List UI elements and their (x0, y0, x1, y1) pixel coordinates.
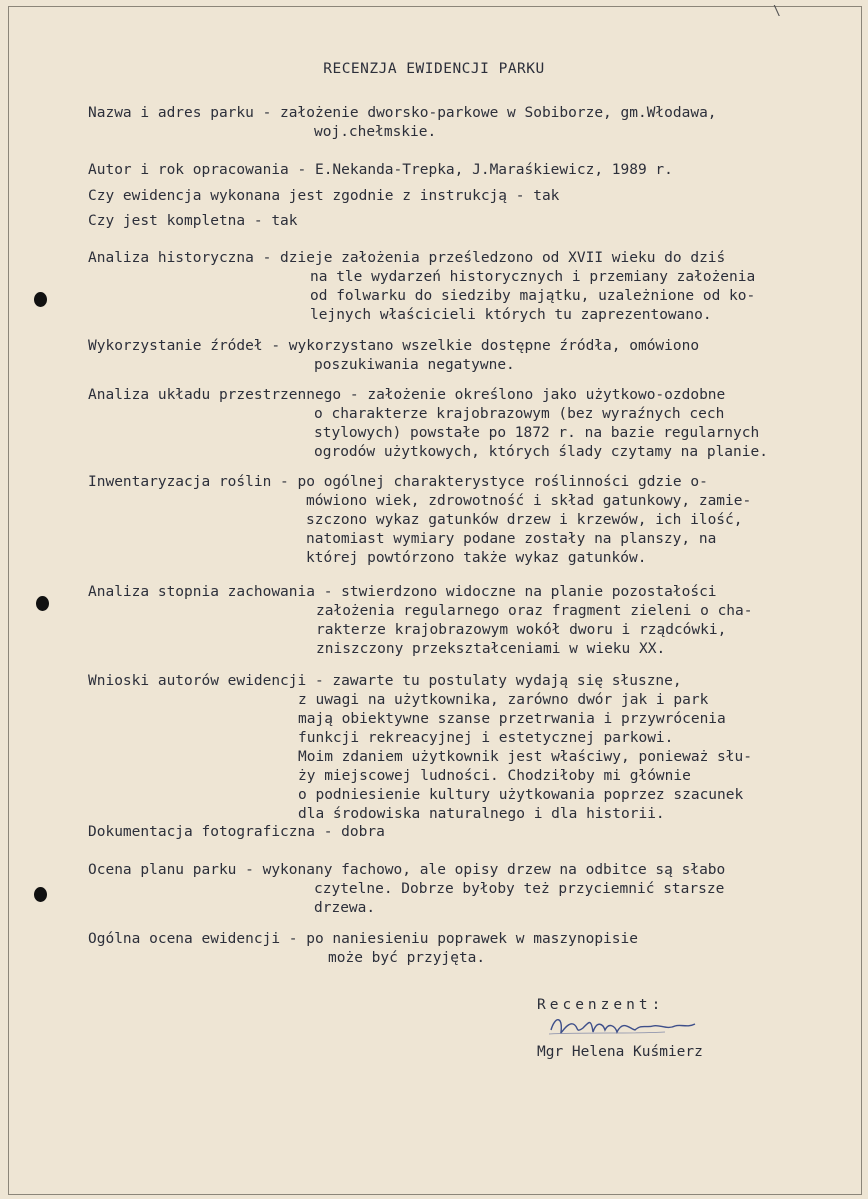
review-item (88, 187, 848, 206)
text-line: poszukiwania negatywne. (314, 357, 515, 373)
text-line: ogrodów użytkowych, których ślady czytamy na planie. (314, 444, 768, 460)
text-line: Ocena planu parku - wykonany fachowo, ale opisy drzew na odbitce są słabo (88, 862, 726, 878)
review-item (88, 386, 848, 462)
review-item (88, 861, 848, 918)
review-item (88, 583, 848, 659)
text-line: Czy ewidencja wykonana jest zgodnie z instrukcją - tak (88, 188, 560, 204)
reviewer-name: Mgr Helena Kuśmierz (537, 1044, 703, 1060)
text-line: Analiza stopnia zachowania - stwierdzono widoczne na planie pozostałości (88, 584, 717, 600)
review-item (88, 161, 848, 180)
text-line: może być przyjęta. (328, 950, 486, 966)
text-line: Analiza układu przestrzennego - założenie określono jako użytkowo-ozdobne (88, 387, 726, 403)
review-item (88, 337, 848, 375)
text-line: dla środowiska naturalnego i dla historii. (298, 806, 665, 822)
text-line: zniszczony przekształceniami w wieku XX. (316, 641, 666, 657)
text-line: funkcji rekreacyjnej i estetycznej parkowi. (298, 730, 674, 746)
text-line: woj.chełmskie. (314, 124, 437, 140)
review-item (88, 672, 848, 824)
review-item (88, 823, 848, 842)
review-item (88, 249, 848, 325)
text-line: której powtórzono także wykaz gatunków. (306, 550, 647, 566)
review-item (88, 212, 848, 231)
text-line: Nazwa i adres parku - założenie dworsko-parkowe w Sobiborze, gm.Włodawa, (88, 105, 717, 121)
text-line: o podniesienie kultury użytkowania poprzez szacunek (298, 787, 744, 803)
punch-hole (34, 887, 47, 902)
reviewer-label: Recenzent: (537, 997, 665, 1013)
text-line: stylowych) powstałe po 1872 r. na bazie regularnych (314, 425, 760, 441)
text-line: z uwagi na użytkownika, zarówno dwór jak i park (298, 692, 709, 708)
text-line: Dokumentacja fotograficzna - dobra (88, 824, 385, 840)
text-line: od folwarku do siedziby majątku, uzależnione od ko- (310, 288, 756, 304)
text-line: o charakterze krajobrazowym (bez wyraźnych cech (314, 406, 725, 422)
text-line: założenia regularnego oraz fragment zieleni o cha- (316, 603, 753, 619)
text-line: Wnioski autorów ewidencji - zawarte tu postulaty wydają się słuszne, (88, 673, 682, 689)
text-line: rakterze krajobrazowym wokół dworu i rządcówki, (316, 622, 727, 638)
text-line: Inwentaryzacja roślin - po ogólnej charakterystyce roślinności gdzie o- (88, 474, 708, 490)
text-line: szczono wykaz gatunków drzew i krzewów, ich ilość, (306, 512, 743, 528)
text-line: Czy jest kompletna - tak (88, 213, 298, 229)
text-line: Autor i rok opracowania - E.Nekanda-Trepka, J.Maraśkiewicz, 1989 r. (88, 162, 673, 178)
text-line: mają obiektywne szanse przetrwania i przywrócenia (298, 711, 726, 727)
text-line: mówiono wiek, zdrowotność i skład gatunkowy, zamie- (306, 493, 752, 509)
text-line: Wykorzystanie źródeł - wykorzystano wszelkie dostępne źródła, omówiono (88, 338, 700, 354)
review-item (88, 930, 848, 968)
text-line: ży miejscowej ludności. Chodziłoby mi głównie (298, 768, 691, 784)
document-title: RECENZJA EWIDENCJI PARKU (323, 61, 545, 77)
text-line: na tle wydarzeń historycznych i przemiany założenia (310, 269, 756, 285)
punch-hole (34, 292, 47, 307)
text-line: natomiast wymiary podane zostały na planszy, na (306, 531, 717, 547)
punch-hole (36, 596, 49, 611)
text-line: drzewa. (314, 900, 376, 916)
text-line: Analiza historyczna - dzieje założenia prześledzono od XVII wieku do dziś (88, 250, 726, 266)
text-line: Moim zdaniem użytkownik jest właściwy, ponieważ słu- (298, 749, 752, 765)
text-line: Ogólna ocena ewidencji - po naniesieniu poprawek w maszynopisie (88, 931, 638, 947)
text-line: czytelne. Dobrze byłoby też przyciemnić starsze (314, 881, 725, 897)
text-line: lejnych właścicieli których tu zaprezentowano. (310, 307, 712, 323)
review-item (88, 473, 848, 568)
review-item (88, 104, 848, 142)
handwritten-signature (545, 1010, 705, 1040)
corner-mark: \ (773, 4, 781, 19)
